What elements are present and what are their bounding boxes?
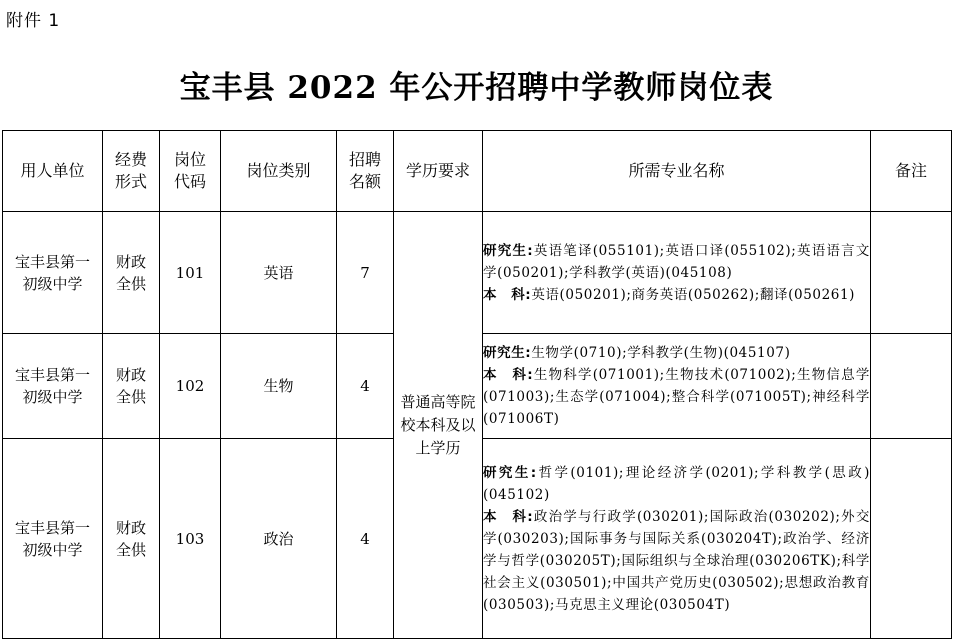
count-cell: 7 xyxy=(337,212,394,334)
category-cell: 政治 xyxy=(221,439,337,639)
funding-cell: 财政全供 xyxy=(103,212,160,334)
grad-label: 研究生: xyxy=(483,242,534,259)
positions-table xyxy=(2,130,952,639)
header-majors: 所需专业名称 xyxy=(483,131,871,212)
header-code: 岗位代码 xyxy=(160,131,221,212)
header-education: 学历要求 xyxy=(394,131,483,212)
category-cell: 英语 xyxy=(221,212,337,334)
table-row xyxy=(3,212,952,334)
remarks-cell xyxy=(871,439,952,639)
education-cell: 普通高等院校本科及以上学历 xyxy=(394,212,483,639)
funding-cell: 财政全供 xyxy=(103,439,160,639)
ug-majors: 生物科学(071001);生物技术(071002);生物信息学(071003);生态学(071004);整合科学(071005T);神经科学(071006T) xyxy=(483,367,870,427)
ug-majors: 政治学与行政学(030201);国际政治(030202);外交学(030203);国际事务与国际关系(030204T);政治学、经济学与哲学(030205T);国际组织与全球治理(030206TK);科学社会主义(030501);中国共产党历史(030502);思想政治教育(030503);马克思主义理论(030504T) xyxy=(483,508,870,613)
ug-label: 本 科: xyxy=(483,367,534,383)
grad-label: 研究生: xyxy=(483,464,537,481)
count-cell: 4 xyxy=(337,439,394,639)
ug-label: 本 科: xyxy=(483,508,534,525)
code-cell: 103 xyxy=(160,439,221,639)
code-cell: 101 xyxy=(160,212,221,334)
ug-label: 本 科: xyxy=(483,286,532,303)
remarks-cell xyxy=(871,334,952,439)
code-cell: 102 xyxy=(160,334,221,439)
remarks-cell xyxy=(871,212,952,334)
grad-label: 研究生: xyxy=(483,345,532,361)
header-unit: 用人单位 xyxy=(3,131,103,212)
majors-cell xyxy=(483,334,871,439)
unit-cell: 宝丰县第一初级中学 xyxy=(3,439,103,639)
majors-cell xyxy=(483,439,871,639)
category-cell: 生物 xyxy=(221,334,337,439)
count-cell: 4 xyxy=(337,334,394,439)
page-title: 宝丰县 2022 年公开招聘中学教师岗位表 xyxy=(179,70,774,106)
unit-cell: 宝丰县第一初级中学 xyxy=(3,212,103,334)
header-category: 岗位类别 xyxy=(221,131,337,212)
grad-majors: 英语笔译(055101);英语口译(055102);英语语言文学(050201);学科教学(英语)(045108) xyxy=(483,242,870,281)
header-count: 招聘名额 xyxy=(337,131,394,212)
header-remarks: 备注 xyxy=(871,131,952,212)
unit-cell: 宝丰县第一初级中学 xyxy=(3,334,103,439)
attachment-label: 附件 1 xyxy=(6,11,61,31)
header-funding: 经费形式 xyxy=(103,131,160,212)
majors-cell xyxy=(483,212,871,334)
table-header-row xyxy=(3,131,952,212)
grad-majors: 生物学(0710);学科教学(生物)(045107) xyxy=(531,345,791,361)
grad-majors: 哲学(0101);理论经济学(0201);学科教学(思政)(045102) xyxy=(483,464,870,503)
ug-majors: 英语(050201);商务英语(050262);翻译(050261) xyxy=(531,286,856,303)
funding-cell: 财政全供 xyxy=(103,334,160,439)
